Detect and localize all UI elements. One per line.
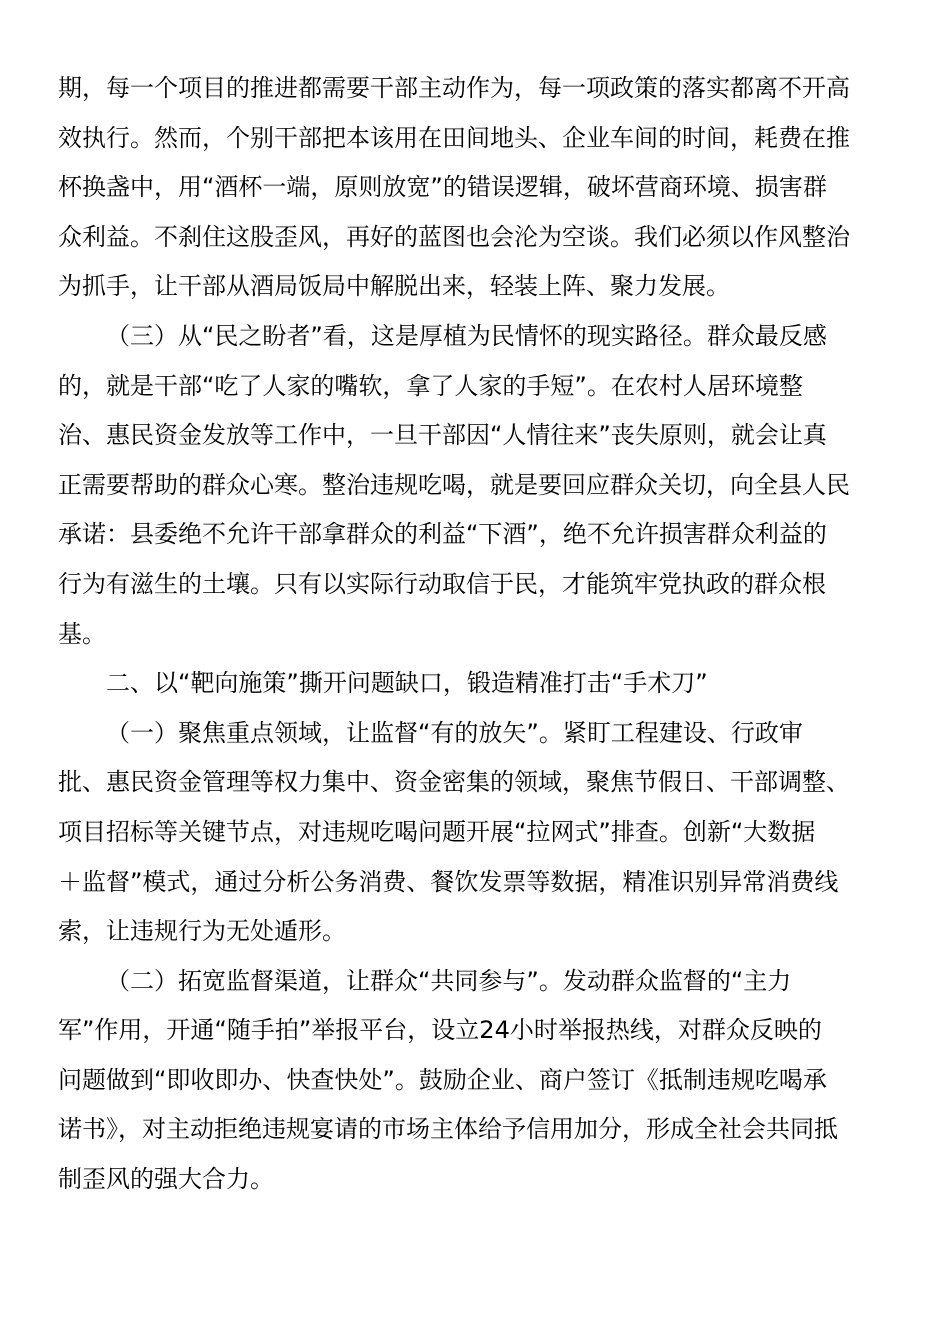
paragraph-continuation (58, 64, 894, 312)
text-line: 的，就是干部“吃了人家的嘴软，拿了人家的手短”。在农村人居环境整 (58, 371, 803, 400)
text-line: 诺书》，对主动拒绝违规宴请的市场主体给予信用加分，形成全社会共同抵 (58, 1115, 838, 1144)
heading-line: 二、以“靶向施策”撕开问题缺口，锻造精准打击“手术刀” (106, 669, 708, 698)
text-line: 基。 (58, 619, 106, 648)
paragraph-min-zhi-pan (58, 312, 894, 659)
text-line: 为抓手，让干部从酒局饭局中解脱出来，轻装上阵、聚力发展。 (58, 272, 730, 301)
text-line: 军”作用，开通“随手拍”举报平台，设立24小时举报热线，对群众反映的 (58, 1016, 822, 1045)
text-line: （二）拓宽监督渠道，让群众“共同参与”。发动群众监督的“主力 (106, 966, 792, 995)
text-line: 行为有滋生的土壤。只有以实际行动取信于民，才能筑牢党执政的群众根 (58, 569, 826, 598)
text-line: 索，让违规行为无处遁形。 (58, 917, 346, 946)
text-line: 项目招标等关键节点，对违规吃喝问题开展“拉网式”排查。创新“大数据 (58, 817, 816, 846)
text-line: 制歪风的强大合力。 (58, 1165, 274, 1194)
text-line: 批、惠民资金管理等权力集中、资金密集的领域，聚焦节假日、干部调整、 (58, 768, 850, 797)
text-line: （一）聚焦重点领域，让监督“有的放矢”。紧盯工程建设、行政审 (106, 718, 803, 747)
text-line: 杯换盏中，用“酒杯一端，原则放宽”的错误逻辑，破坏营商环境、损害群 (58, 173, 827, 202)
text-line: （三）从“民之盼者”看，这是厚植为民情怀的现实路径。群众最反感 (106, 321, 827, 350)
text-line: 众利益。不刹住这股歪风，再好的蓝图也会沦为空谈。我们必须以作风整治 (58, 222, 850, 251)
text-line: ＋监督”模式，通过分析公务消费、餐饮发票等数据，精准识别异常消费线 (58, 867, 839, 896)
text-line: 承诺：县委绝不允许干部拿群众的利益“下酒”，绝不允许损害群众利益的 (58, 520, 827, 549)
text-line: 问题做到“即收即办、快查快处”。鼓励企业、商户签订《抵制违规吃喝承 (58, 1065, 827, 1094)
paragraph-broaden-channels (58, 957, 894, 1205)
text-line: 效执行。然而，个别干部把本该用在田间地头、企业车间的时间，耗费在推 (58, 123, 850, 152)
document-page (58, 64, 894, 1205)
text-line: 正需要帮助的群众心寒。整治违规吃喝，就是要回应群众关切，向全县人民 (58, 470, 850, 499)
text-line: 治、惠民资金发放等工作中，一旦干部因“人情往来”丧失原则，就会让真 (58, 421, 827, 450)
paragraph-focus-key-areas (58, 709, 894, 957)
section-heading-2 (58, 659, 894, 709)
text-line: 期，每一个项目的推进都需要干部主动作为，每一项政策的落实都离不开高 (58, 74, 850, 102)
